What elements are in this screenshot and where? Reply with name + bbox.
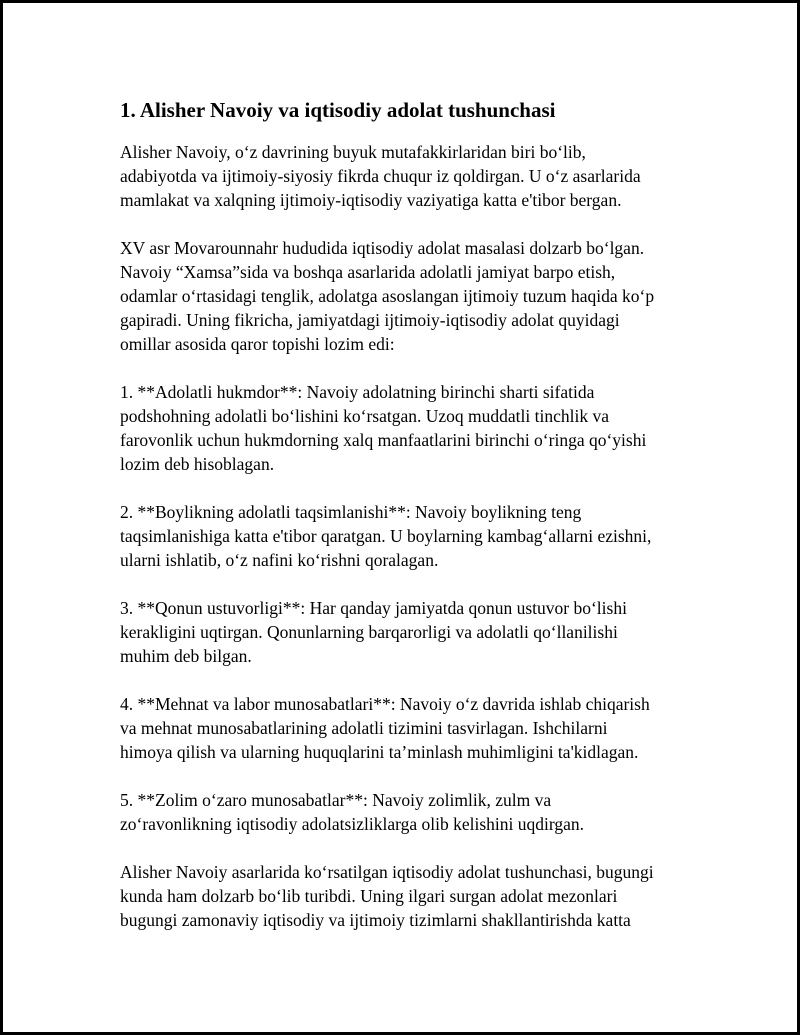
list-item-3: 3. **Qonun ustuvorligi**: Har qanday jamiyatda qonun ustuvor boʻlishi kerakligini uqtirgan. Qonunlarning barqarorligi va adolatli qoʻllanilishi muhim deb bilgan. <box>120 598 627 666</box>
document-body <box>120 97 700 956</box>
document-title: 1. Alisher Navoiy va iqtisodiy adolat tushunchasi <box>120 98 556 122</box>
list-item-2: 2. **Boylikning adolatli taqsimlanishi**: Navoiy boylikning teng taqsimlanishiga katta e'tibor qaratgan. U boylarning kambagʻallarni ezishni, ularni ishlatib, oʻz nafini koʻrishni qoralagan. <box>120 502 652 570</box>
list-item-5: 5. **Zolim oʻzaro munosabatlar**: Navoiy zolimlik, zulm va zoʻravonlikning iqtisodiy adolatsizliklarga olib kelishini uqdirgan. <box>120 790 585 834</box>
paragraph-conclusion: Alisher Navoiy asarlarida koʻrsatilgan iqtisodiy adolat tushunchasi, bugungi kunda ham dolzarb boʻlib turibdi. Uning ilgari surgan adolat mezonlari bugungi zamonaviy iqtisodiy va ijtimoiy tizimlarni shakllantirishda katta <box>120 862 654 930</box>
paragraph-intro: Alisher Navoiy, oʻz davrining buyuk mutafakkirlaridan biri boʻlib, adabiyotda va ijtimoiy-siyosiy fikrda chuqur iz qoldirgan. U oʻz asarlarida mamlakat va xalqning ijtimoiy-iqtisodiy vaziyatiga katta e'tibor bergan. <box>120 142 641 210</box>
paragraph-context: XV asr Movarounnahr hududida iqtisodiy adolat masalasi dolzarb boʻlgan. Navoiy “Xamsa”sida va boshqa asarlarida adolatli jamiyat barpo etish, odamlar oʻrtasidagi tenglik, adolatga asoslangan ijtimoiy tuzum haqida koʻp gapiradi. Uning fikricha, jamiyatdagi ijtimoiy-iqtisodiy adolat quyidagi omillar asosida qaror topishi lozim edi: <box>120 238 655 354</box>
list-item-4: 4. **Mehnat va labor munosabatlari**: Navoiy oʻz davrida ishlab chiqarish va mehnat munosabatlarining adolatli tizimini tasvirlagan. Ishchilarni himoya qilish va ularning huquqlarini taʼminlash muhimligini ta'kidlagan. <box>120 694 650 762</box>
list-item-1: 1. **Adolatli hukmdor**: Navoiy adolatning birinchi sharti sifatida podshohning adolatli boʻlishini koʻrsatgan. Uzoq muddatli tinchlik va farovonlik uchun hukmdorning xalq manfaatlarini birinchi oʻringa qoʻyishi lozim deb hisoblagan. <box>120 382 647 474</box>
